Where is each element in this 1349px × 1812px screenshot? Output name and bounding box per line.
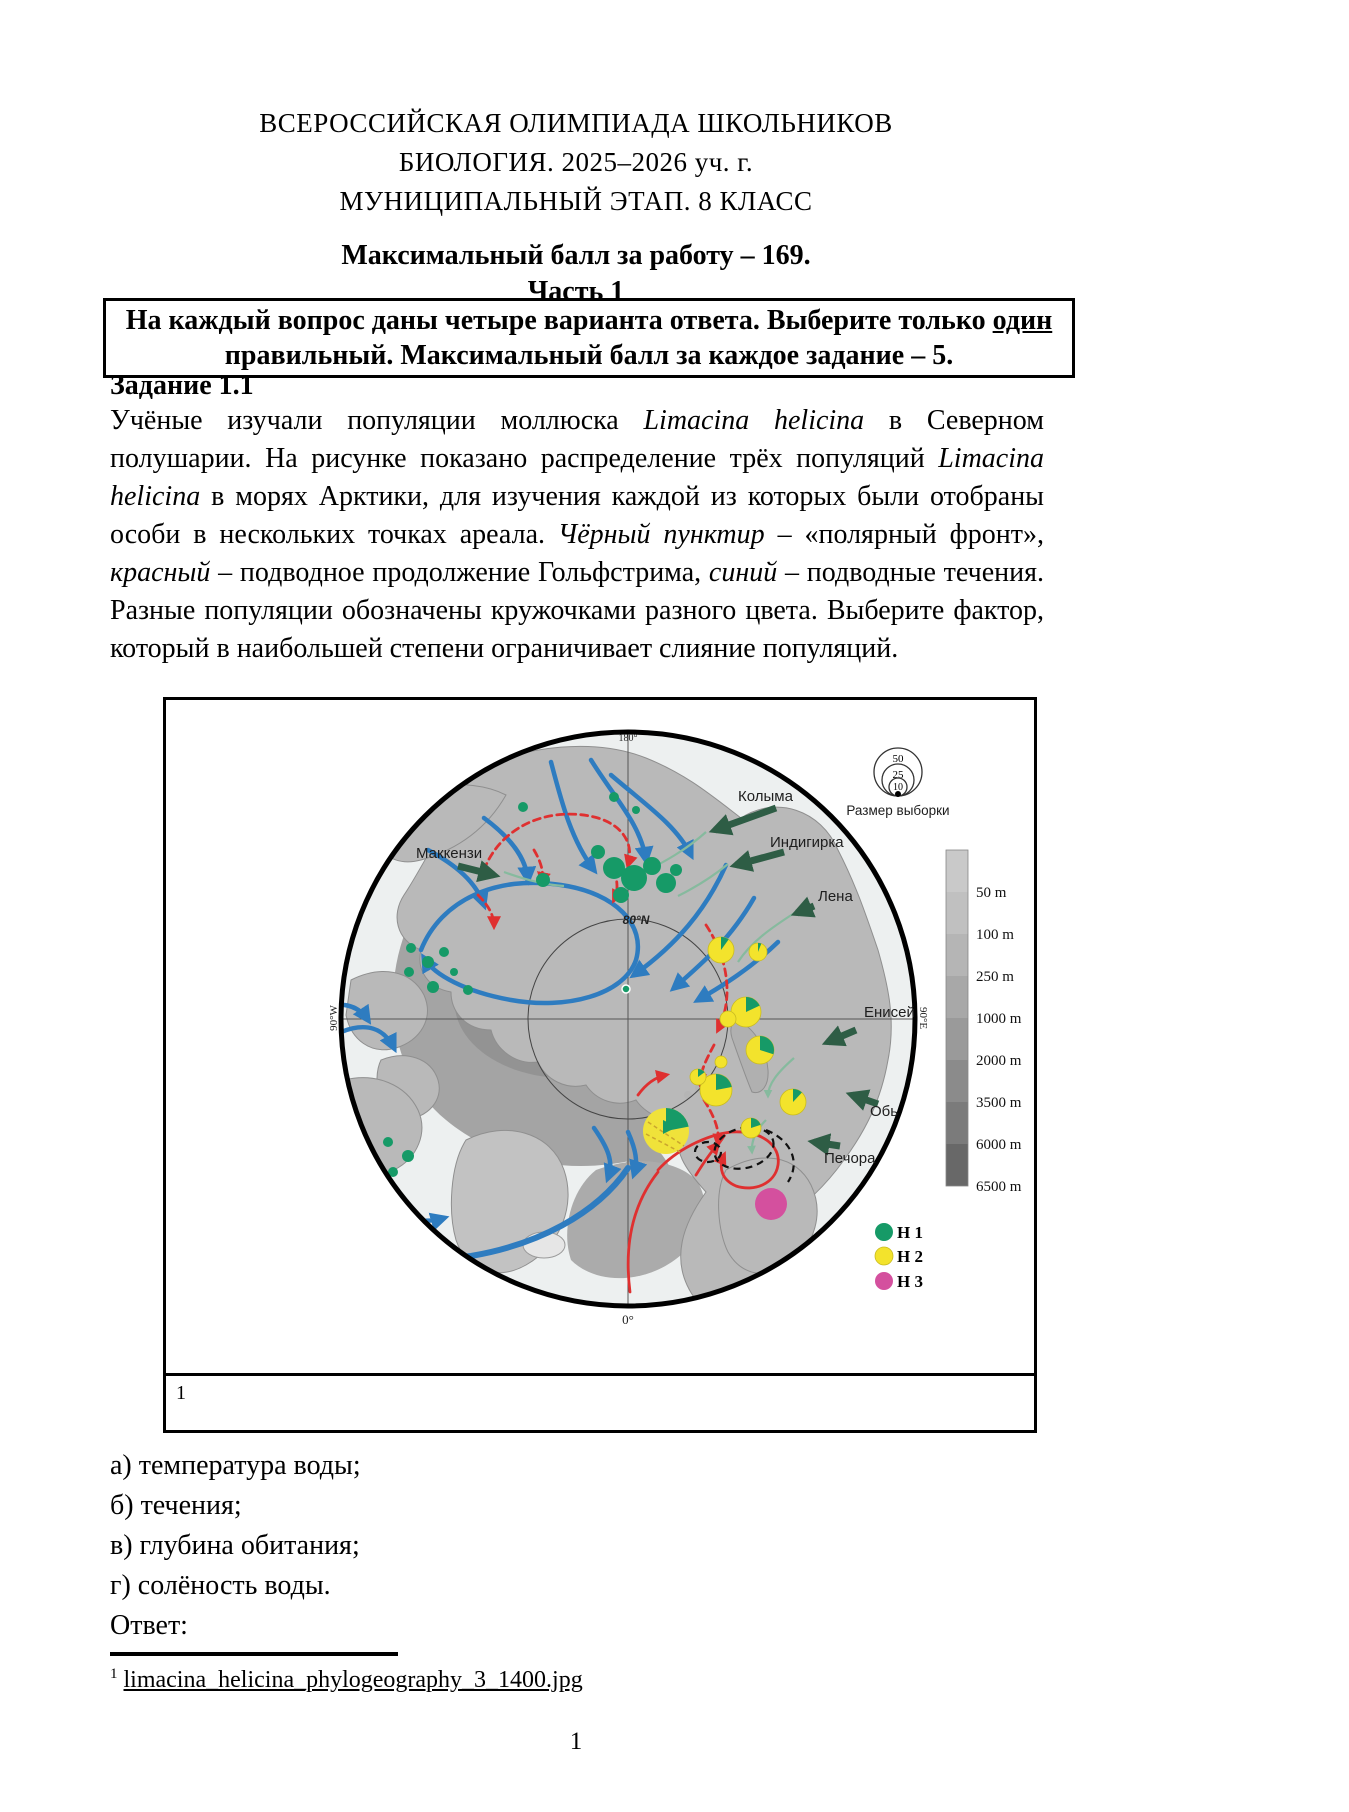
footnote-text: limacina_helicina_phylogeography_3_1400.jpg <box>123 1667 583 1693</box>
depth-3500m: 3500 m <box>976 1095 1022 1111</box>
task-number: Задание 1.1 <box>110 370 254 401</box>
legend-h3-label: H 3 <box>897 1272 923 1291</box>
population-legend <box>875 1223 923 1291</box>
depth-6500m: 6500 m <box>976 1179 1022 1195</box>
header-line-3: МУНИЦИПАЛЬНЫЙ ЭТАП. 8 КЛАСС <box>339 186 813 216</box>
river-label-mackenzie: Маккензи <box>416 845 483 862</box>
instruction-box: На каждый вопрос даны четыре варианта ответа. Выберите только один правильный. Максимальный балл за каждое задание – 5. <box>103 298 1075 378</box>
river-label-lena: Лена <box>818 888 853 905</box>
task-text: Учёные изучали популяции моллюска Limacina helicina в Северном полушарии. На рисунке показано распределение трёх популяций Limacina helicina в морях Арктики, для изучения каждой из которых были отобраны особи в нескольких точках ареала. Чёрный пунктир – «полярный фронт», красный – подводное продолжение Гольфстрима, синий – подводные течения. Разные популяции обозначены кружочками разного цвета. Выберите фактор, который в наибольшей степени ограничивает слияние популяций. <box>110 405 1044 664</box>
arctic-map <box>166 700 1034 1376</box>
depth-250m: 250 m <box>976 969 1014 985</box>
sample-size-10: 10 <box>893 782 903 793</box>
depth-50m: 50 m <box>976 885 1007 901</box>
depth-100m: 100 m <box>976 927 1014 943</box>
legend-h1-dot <box>875 1223 893 1241</box>
label-90e: 90°E <box>917 1006 929 1030</box>
label-180deg: 180° <box>618 733 638 744</box>
depth-2000m: 2000 m <box>976 1053 1022 1069</box>
figure-footnote-strip <box>163 1373 1037 1433</box>
label-80n: 80°N <box>622 913 650 927</box>
document-header <box>110 104 1042 221</box>
sample-size-title: Размер выборки <box>846 803 950 818</box>
footnote-marker: 1 <box>110 1666 118 1682</box>
header-line-1: ВСЕРОССИЙСКАЯ ОЛИМПИАДА ШКОЛЬНИКОВ <box>259 108 893 138</box>
legend-h2-dot <box>875 1247 893 1265</box>
option-b: б) течения; <box>110 1490 242 1521</box>
depth-6000m: 6000 m <box>976 1137 1022 1153</box>
river-label-yenisey: Енисей <box>864 1004 915 1021</box>
depth-scale <box>946 850 1022 1195</box>
river-label-ob: Обь <box>870 1103 899 1120</box>
legend-h3-dot <box>875 1272 893 1290</box>
answer-options <box>110 1446 1044 1646</box>
depth-1000m: 1000 m <box>976 1011 1022 1027</box>
max-score-line: Максимальный балл за работу – 169. <box>341 240 811 271</box>
footnote-rule <box>110 1652 398 1656</box>
sample-size-legend <box>846 748 949 818</box>
river-label-kolyma: Колыма <box>738 788 793 805</box>
page-number: 1 <box>569 1728 583 1755</box>
sample-size-50: 50 <box>892 753 904 765</box>
legend-h2-label: H 2 <box>897 1247 923 1266</box>
part-title: Часть 1 <box>527 276 625 307</box>
sample-size-25: 25 <box>892 769 904 781</box>
river-label-indigirka: Индигирка <box>770 834 844 851</box>
figure-map-box <box>163 697 1037 1379</box>
river-label-pechora: Печора <box>824 1150 876 1167</box>
large-h2-sample <box>643 1108 689 1154</box>
option-g: г) солёность воды. <box>110 1570 331 1601</box>
header-line-2: БИОЛОГИЯ. 2025–2026 уч. г. <box>398 147 754 177</box>
answer-label: Ответ: <box>110 1610 188 1641</box>
label-90w: 90°W <box>328 1005 340 1031</box>
option-v: в) глубина обитания; <box>110 1530 360 1561</box>
label-0deg: 0° <box>622 1312 634 1327</box>
option-a: а) температура воды; <box>110 1450 361 1481</box>
legend-h1-label: H 1 <box>897 1223 923 1242</box>
footnote <box>110 1666 1044 1694</box>
map-globe <box>318 732 915 1306</box>
population-h3-dot <box>755 1188 787 1220</box>
figure-footnote-mark: 1 <box>176 1382 186 1404</box>
